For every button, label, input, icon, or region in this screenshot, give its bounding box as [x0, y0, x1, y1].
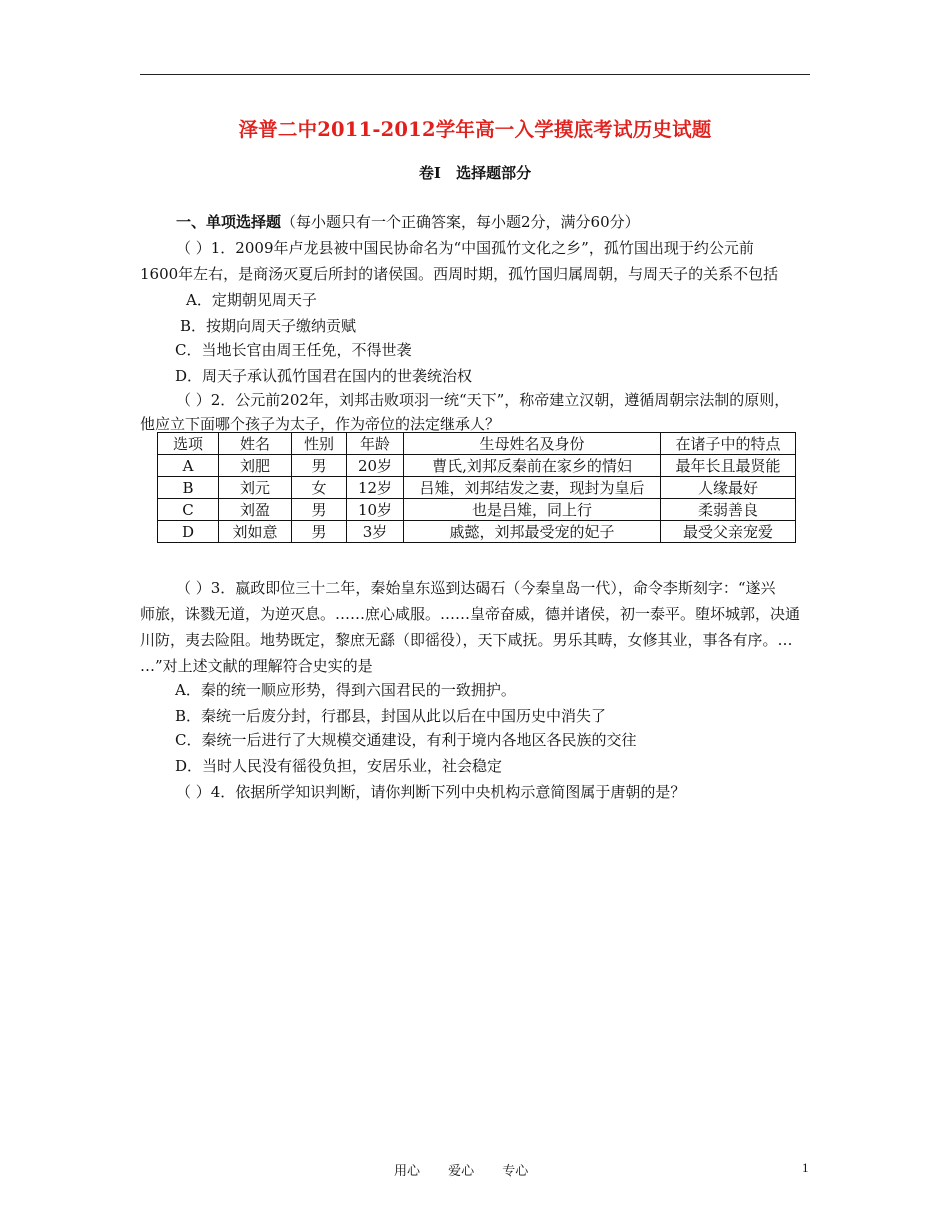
table-cell: 戚懿，刘邦最受宠的妃子 — [404, 521, 661, 543]
part-subtitle: 卷Ⅰ 选择题部分 — [418, 164, 532, 182]
table-row — [158, 521, 796, 543]
table-cell: 最年长且最贤能 — [661, 455, 796, 477]
section-note: （每小题只有一个正确答案，每小题2分，满分60分） — [281, 213, 640, 231]
question-3-option-a: A．秦的统一顺应形势，得到六国君民的一致拥护。 — [175, 681, 516, 699]
table-header-cell: 性别 — [292, 433, 347, 455]
table-header-cell: 选项 — [158, 433, 219, 455]
question-3-line-2: 师旅，诛戮无道，为逆灭息。……庶心咸服。……皇帝奋威，德并诸侯，初一泰平。堕坏城郭，决通 — [140, 605, 801, 623]
table-cell: 曹氏,刘邦反秦前在家乡的情妇 — [404, 455, 661, 477]
question-1-option-a: A．定期朝见周天子 — [186, 291, 317, 309]
table-cell: 男 — [292, 455, 347, 477]
table-cell: 刘元 — [219, 477, 292, 499]
table-cell: 人缘最好 — [661, 477, 796, 499]
table-cell: C — [158, 499, 219, 521]
question-1-option-b: B．按期向周天子缴纳贡赋 — [180, 317, 357, 335]
question-3-option-d: D．当时人民没有徭役负担，安居乐业，社会稳定 — [175, 757, 503, 775]
table-cell: 刘盈 — [219, 499, 292, 521]
table-cell: D — [158, 521, 219, 543]
table-cell: 吕雉，刘邦结发之妻，现封为皇后 — [404, 477, 661, 499]
question-4-line-1: （ ）4．依据所学知识判断，请你判断下列中央机构示意简图属于唐朝的是？ — [176, 783, 686, 801]
table-cell: 女 — [292, 477, 347, 499]
exam-title: 泽普二中2011-2012学年高一入学摸底考试历史试题 — [238, 118, 712, 141]
question-3-option-c: C．秦统一后进行了大规模交通建设，有利于境内各地区各民族的交往 — [175, 731, 637, 749]
table-header-cell: 在诸子中的特点 — [661, 433, 796, 455]
table-cell: 男 — [292, 499, 347, 521]
page-number: 1 — [802, 1160, 809, 1175]
table-header-row — [158, 433, 796, 455]
table-cell: A — [158, 455, 219, 477]
table-row — [158, 477, 796, 499]
question-1-option-c: C．当地长官由周王任免，不得世袭 — [175, 341, 412, 359]
question-1-line-2: 1600年左右，是商汤灭夏后所封的诸侯国。西周时期，孤竹国归属周朝，与周天子的关系不包括 — [140, 265, 779, 283]
section-label: 一、单项选择题 — [176, 213, 282, 231]
table-header-cell: 年龄 — [347, 433, 404, 455]
heir-table — [157, 432, 796, 543]
footer-motto: 用心 爱心 专心 — [394, 1164, 529, 1179]
question-1-option-d: D．周天子承认孤竹国君在国内的世袭统治权 — [175, 367, 473, 385]
table-cell: 刘肥 — [219, 455, 292, 477]
table-cell: 也是吕雉，同上行 — [404, 499, 661, 521]
table-header-cell: 生母姓名及身份 — [404, 433, 661, 455]
table-cell: 刘如意 — [219, 521, 292, 543]
table-cell: 20岁 — [347, 455, 404, 477]
table-cell: 12岁 — [347, 477, 404, 499]
table-cell: B — [158, 477, 219, 499]
question-3-option-b: B．秦统一后废分封，行郡县，封国从此以后在中国历史中消失了 — [175, 707, 607, 725]
question-2-line-2: 他应立下面哪个孩子为太子，作为帝位的法定继承人？ — [140, 415, 501, 433]
table-cell: 柔弱善良 — [661, 499, 796, 521]
table-cell: 3岁 — [347, 521, 404, 543]
table-header-cell: 姓名 — [219, 433, 292, 455]
question-1-line-1: （ ）1．2009年卢龙县被中国民协命名为“中国孤竹文化之乡”，孤竹国出现于约公元前 — [176, 239, 754, 257]
question-3-line-1: （ ）3．嬴政即位三十二年，秦始皇东巡到达碣石（今秦皇岛一代），命令李斯刻字：“遂兴 — [176, 579, 776, 597]
table-row — [158, 455, 796, 477]
table-cell: 最受父亲宠爱 — [661, 521, 796, 543]
question-2-line-1: （ ）2．公元前202年，刘邦击败项羽一统“天下”，称帝建立汉朝，遵循周朝宗法制的原则， — [176, 391, 790, 409]
table-cell: 10岁 — [347, 499, 404, 521]
header-rule — [140, 74, 810, 75]
question-3-line-3: 川防，夷去险阻。地势既定，黎庶无繇（即徭役），天下咸抚。男乐其畴，女修其业，事各有序。… — [140, 631, 793, 649]
question-3-line-4: …”对上述文献的理解符合史实的是 — [140, 657, 373, 675]
table-cell: 男 — [292, 521, 347, 543]
section-heading — [176, 212, 640, 232]
table-row — [158, 499, 796, 521]
